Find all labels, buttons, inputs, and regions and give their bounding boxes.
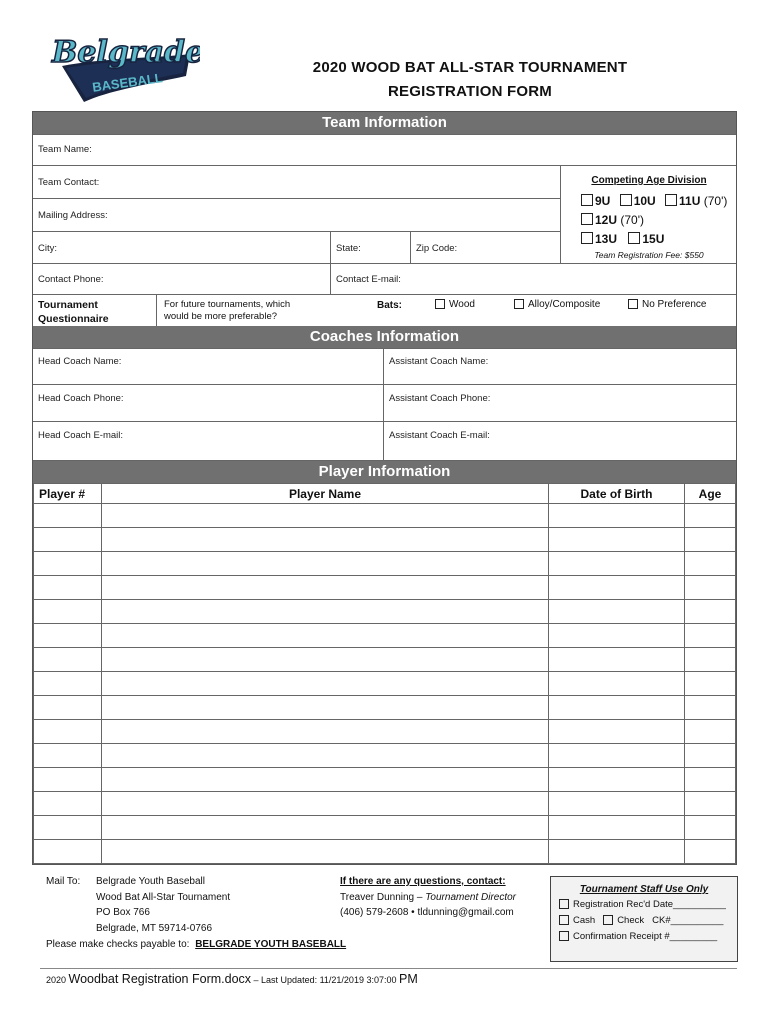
note-11u: (70') [703,194,728,208]
wood-checkbox[interactable] [435,299,445,309]
date-of-birth-cell[interactable] [549,552,685,576]
state-label: State: [336,243,361,254]
date-of-birth-cell[interactable] [549,576,685,600]
footer-updated: – Last Updated: 11/21/2019 3:07:00 [251,975,399,985]
bats-label: Bats: [377,300,403,311]
document-footer [46,972,418,986]
age-cell[interactable] [685,600,736,624]
cash-checkbox[interactable] [559,915,569,925]
confirmation-checkbox[interactable] [559,931,569,941]
team-name-label: Team Name: [38,144,92,155]
player-row [34,720,736,744]
player-row [34,792,736,816]
player-row [34,552,736,576]
date-of-birth-cell[interactable] [549,648,685,672]
staff-line2 [559,915,737,926]
player-row [34,744,736,768]
date-of-birth-cell[interactable] [549,504,685,528]
age-cell[interactable] [685,840,736,864]
contact-name: Treaver Dunning – [340,891,426,903]
zip-label: Zip Code: [416,243,458,254]
checkbox-9u[interactable] [581,194,593,206]
player-name-cell[interactable] [102,720,549,744]
bats-wood-option[interactable] [435,299,475,310]
player-row [34,600,736,624]
player-number-cell[interactable] [34,768,102,792]
player-name-cell[interactable] [102,696,549,720]
title-line1: 2020 WOOD BAT ALL-STAR TOURNAMENT [312,59,628,76]
contact-block [340,874,516,921]
date-of-birth-cell[interactable] [549,624,685,648]
city-field[interactable] [33,231,330,264]
date-of-birth-cell[interactable] [549,696,685,720]
col-player-number: Player # [34,484,102,504]
age-cell[interactable] [685,720,736,744]
wood-label: Wood [449,299,475,310]
head-coach-email-field[interactable] [33,422,383,461]
label-9u: 9U [595,194,611,208]
player-number-cell[interactable] [34,720,102,744]
checkbox-12u[interactable] [581,213,593,225]
player-name-cell[interactable] [102,528,549,552]
player-name-cell[interactable] [102,648,549,672]
player-number-cell[interactable] [34,792,102,816]
contact-phone-field[interactable] [33,264,330,295]
assistant-coach-name-field[interactable] [383,349,737,385]
player-number-cell[interactable] [34,816,102,840]
age-row-1 [581,194,727,208]
player-name-cell[interactable] [102,840,549,864]
coaches-information-header: Coaches Information [33,326,736,348]
footer-filename: Woodbat Registration Form.docx [68,972,252,986]
questionnaire-label-line1: Tournament [38,299,98,311]
belgrade-baseball-logo [40,28,200,108]
team-contact-block [33,165,736,263]
player-rows [34,504,736,864]
assistant-coach-email-field[interactable] [383,422,737,461]
player-table-header [34,484,736,504]
question-line2: would be more preferable? [164,311,278,322]
player-row [34,696,736,720]
team-contact-field[interactable] [33,166,560,199]
player-name-cell[interactable] [102,768,549,792]
head-coach-name-field[interactable] [33,349,383,385]
payable-prefix: Please make checks payable to: [46,939,190,950]
staff-line3 [559,931,737,942]
label-13u: 13U [595,232,618,246]
question-line1: For future tournaments, which [164,299,291,310]
questionnaire-question [164,299,290,323]
player-row [34,648,736,672]
bats-alloy-option[interactable] [514,299,600,310]
player-number-cell[interactable] [34,744,102,768]
contact-title: If there are any questions, contact: [340,876,506,887]
team-information-header: Team Information [33,112,736,134]
assistant-coach-phone-label: Assistant Coach Phone: [389,393,491,404]
player-number-cell[interactable] [34,840,102,864]
questionnaire-row [33,294,736,326]
footer-divider [40,968,737,969]
date-of-birth-cell[interactable] [549,720,685,744]
age-cell[interactable] [685,624,736,648]
staff-line3-text: Confirmation Receipt #_________ [573,931,718,942]
logo-script-text: Belgrade [52,35,200,70]
footer-prefix: 2020 [46,975,69,985]
col-date-of-birth: Date of Birth [549,484,685,504]
age-cell[interactable] [685,528,736,552]
age-row-3 [581,232,664,246]
player-name-cell[interactable] [102,744,549,768]
check-label: Check [617,915,645,926]
registration-form [32,111,737,865]
coach-email-row [33,421,736,460]
player-name-cell[interactable] [102,624,549,648]
player-name-cell[interactable] [102,504,549,528]
date-of-birth-cell[interactable] [549,672,685,696]
player-row [34,528,736,552]
player-row [34,504,736,528]
team-contact-label: Team Contact: [38,177,100,188]
registration-fee: Team Registration Fee: $550 [594,250,704,260]
registration-received-checkbox[interactable] [559,899,569,909]
checkbox-11u[interactable] [665,194,677,206]
col-age: Age [685,484,736,504]
contact-phone-label: Contact Phone: [38,274,104,285]
player-number-cell[interactable] [34,528,102,552]
player-number-cell[interactable] [34,576,102,600]
team-name-row[interactable] [33,134,736,165]
zip-field[interactable] [410,231,561,264]
city-label: City: [38,243,57,254]
date-of-birth-cell[interactable] [549,840,685,864]
head-coach-phone-field[interactable] [33,385,383,422]
coach-name-row [33,348,736,384]
player-information-header: Player Information [33,460,736,483]
player-number-cell[interactable] [34,600,102,624]
contact-phone-email[interactable]: (406) 579-2608 • tldunning@gmail.com [340,907,514,918]
mail-line2: Wood Bat All-Star Tournament [96,891,231,903]
age-cell[interactable] [685,696,736,720]
label-15u: 15U [642,232,665,246]
date-of-birth-cell[interactable] [549,600,685,624]
no-preference-checkbox[interactable] [628,299,638,309]
age-cell[interactable] [685,672,736,696]
age-cell[interactable] [685,576,736,600]
checkbox-10u[interactable] [620,194,632,206]
assistant-coach-name-label: Assistant Coach Name: [389,356,489,367]
player-name-cell[interactable] [102,576,549,600]
contact-row [33,263,736,294]
player-row [34,672,736,696]
footer-pm: PM [398,972,418,986]
age-division-title: Competing Age Division [591,175,707,186]
age-cell[interactable] [685,744,736,768]
staff-line1 [559,899,737,910]
alloy-label: Alloy/Composite [528,299,601,310]
mail-line4: Belgrade, MT 59714-0766 [96,922,213,934]
player-row [34,840,736,864]
checkbox-13u[interactable] [581,232,593,244]
state-field[interactable] [330,231,411,264]
label-12u: 12U [595,213,618,227]
age-cell[interactable] [685,816,736,840]
age-cell[interactable] [685,792,736,816]
questionnaire-label [38,298,109,326]
player-row [34,624,736,648]
head-coach-email-label: Head Coach E-mail: [38,430,124,441]
player-table [33,483,736,864]
age-cell[interactable] [685,504,736,528]
date-of-birth-cell[interactable] [549,816,685,840]
divider [156,295,157,326]
cash-label: Cash [573,915,596,926]
player-number-cell[interactable] [34,504,102,528]
alloy-checkbox[interactable] [514,299,524,309]
age-row-2 [581,213,644,227]
no-preference-label: No Preference [642,299,707,310]
mailing-address-label: Mailing Address: [38,210,108,221]
age-cell[interactable] [685,768,736,792]
date-of-birth-cell[interactable] [549,744,685,768]
player-number-cell[interactable] [34,648,102,672]
logo-banner-text: BASEBALL [91,70,164,95]
player-number-cell[interactable] [34,672,102,696]
label-10u: 10U [633,194,656,208]
player-row [34,768,736,792]
assistant-coach-email-label: Assistant Coach E-mail: [389,430,490,441]
assistant-coach-phone-field[interactable] [383,385,737,422]
mail-line3: PO Box 766 [96,907,150,918]
player-number-cell[interactable] [34,552,102,576]
player-row [34,576,736,600]
age-division-box [560,166,737,264]
contact-role: Tournament Director [425,891,517,903]
age-cell[interactable] [685,648,736,672]
age-cell[interactable] [685,552,736,576]
player-name-cell[interactable] [102,816,549,840]
checkbox-15u[interactable] [628,232,640,244]
check-checkbox[interactable] [603,915,613,925]
payable-line [46,937,346,953]
contact-email-field[interactable] [330,264,737,295]
head-coach-phone-label: Head Coach Phone: [38,393,124,404]
mail-line1: Belgrade Youth Baseball [96,876,205,887]
player-name-cell[interactable] [102,552,549,576]
date-of-birth-cell[interactable] [549,528,685,552]
staff-title: Tournament Staff Use Only [579,884,709,895]
payable-name: BELGRADE YOUTH BASEBALL [195,939,347,950]
player-number-cell[interactable] [34,696,102,720]
mailing-address-field[interactable] [33,198,560,232]
player-number-cell[interactable] [34,624,102,648]
player-row [34,816,736,840]
date-of-birth-cell[interactable] [549,768,685,792]
label-11u: 11U [679,194,701,208]
player-name-cell[interactable] [102,600,549,624]
staff-line1-text: Registration Rec'd Date__________ [573,899,726,910]
col-player-name: Player Name [102,484,549,504]
bats-no-preference-option[interactable] [628,299,706,310]
player-name-cell[interactable] [102,672,549,696]
note-12u: (70') [620,213,644,227]
questionnaire-label-line2: Questionnaire [38,313,109,325]
mail-to-label: Mail To: [46,876,81,887]
ck-number: CK#__________ [652,915,724,926]
title-line2: REGISTRATION FORM [388,83,552,100]
date-of-birth-cell[interactable] [549,792,685,816]
contact-email-label: Contact E-mail: [336,274,401,285]
staff-use-box [550,876,738,962]
form-title [250,56,690,104]
coach-phone-row [33,384,736,421]
mail-address [96,874,230,936]
player-name-cell[interactable] [102,792,549,816]
head-coach-name-label: Head Coach Name: [38,356,122,367]
